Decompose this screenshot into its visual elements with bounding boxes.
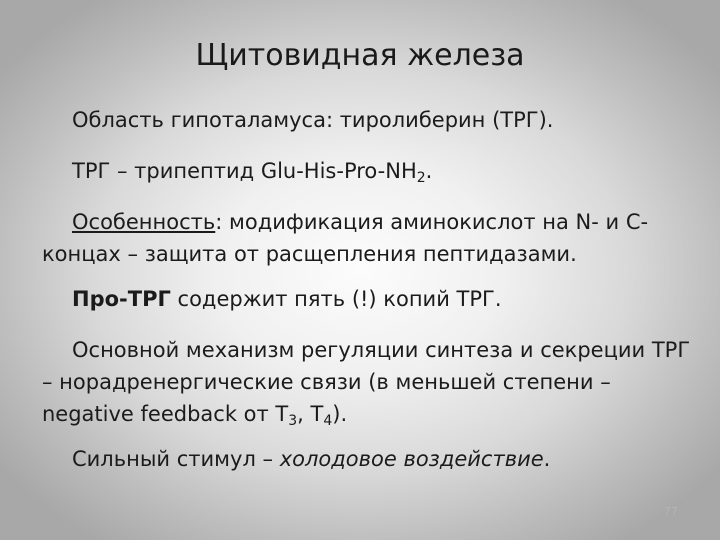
t4-subscript: 4 <box>323 413 333 429</box>
pro-trh-label: Про-ТРГ <box>72 287 171 311</box>
paragraph-tripeptide <box>42 155 692 187</box>
page-number: 77 <box>664 505 678 518</box>
t3-subscript: 3 <box>288 413 298 429</box>
regulation-text: Основной механизм регуляции синтеза и секреции ТРГ – норадренергические связи (в меньшей степени – negative feedback от Т <box>42 338 691 426</box>
regulation-separator: , Т <box>297 402 324 426</box>
cold-exposure-text: холодовое воздействие <box>279 447 544 471</box>
pro-trh-text: содержит пять (!) копий ТРГ. <box>170 287 502 311</box>
nh2-subscript: 2 <box>416 170 426 186</box>
stimulus-text: Сильный стимул – <box>72 447 280 471</box>
paragraph-hypothalamus-text: Область гипоталамуса: тиролиберин (ТРГ). <box>72 108 554 132</box>
paragraph-pro-trh <box>42 283 692 315</box>
feature-text: : модификация аминокислот на N- и С-концах – защита от расщепления пептидазами. <box>42 210 649 266</box>
stimulus-period: . <box>543 447 551 471</box>
paragraph-hypothalamus <box>42 104 692 136</box>
feature-label: Особенность <box>72 210 216 234</box>
slide-title: Щитовидная железа <box>195 38 525 73</box>
tripeptide-period: . <box>425 159 433 183</box>
tripeptide-text: ТРГ – трипептид Glu-His-Pro-NH <box>72 159 417 183</box>
paragraph-feature <box>42 206 692 270</box>
regulation-end: ). <box>332 402 348 426</box>
paragraph-regulation <box>42 334 692 430</box>
slide-body <box>42 104 692 488</box>
paragraph-stimulus <box>42 443 692 475</box>
